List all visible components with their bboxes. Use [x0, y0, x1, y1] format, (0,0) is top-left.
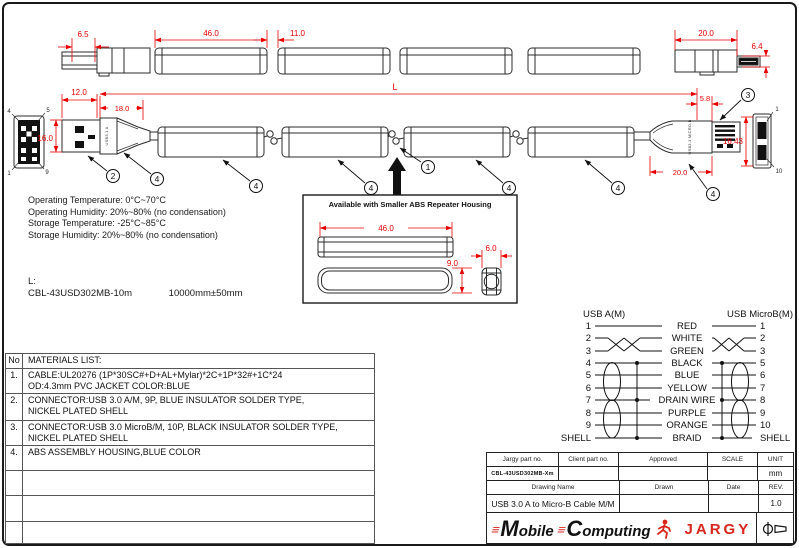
- approved-value: [619, 467, 708, 480]
- label-drawn: Drawn: [620, 481, 709, 494]
- svg-text:9: 9: [760, 408, 766, 419]
- dim-label: 12.0: [71, 88, 87, 97]
- svg-text:4: 4: [710, 189, 716, 199]
- svg-text:YELLOW: YELLOW: [667, 383, 707, 394]
- callout-4-seg4: [585, 160, 625, 195]
- dim-label: 16.0: [37, 134, 53, 143]
- svg-text:4: 4: [506, 183, 512, 193]
- svg-text:BLUE: BLUE: [674, 370, 700, 381]
- length-part-no: CBL-43USD302MB-10m: [28, 288, 133, 299]
- jargy-part-no-value: CBL-43USD302MB-Xm: [487, 467, 559, 480]
- repeater-box-title: Available with Smaller ABS Repeater Housing: [328, 200, 492, 209]
- svg-text:4: 4: [154, 174, 160, 184]
- brand-jargy: JARGY: [684, 520, 752, 538]
- row-no: 4.: [6, 446, 23, 470]
- client-part-no-value: [559, 467, 619, 480]
- svg-text:6: 6: [585, 383, 591, 394]
- svg-text:3: 3: [745, 90, 751, 100]
- dim-total-length-L: [100, 82, 697, 120]
- drawing-name-value: USB 3.0 A to Micro-B Cable M/M: [487, 495, 620, 512]
- dim-a-body-18: [100, 96, 143, 120]
- svg-text:ORANGE: ORANGE: [666, 420, 708, 431]
- svg-text:4: 4: [368, 183, 374, 193]
- svg-text:BLACK: BLACK: [671, 358, 703, 369]
- svg-text:3: 3: [585, 346, 591, 357]
- cable-housing-segments: [158, 127, 634, 157]
- dim-label: 18.0: [114, 104, 130, 113]
- speed-lines-icon: ≡: [555, 521, 568, 537]
- dim-a-tip-6-5: [58, 30, 109, 62]
- dim-label: 11.0: [290, 29, 305, 38]
- usb-a-plug-side-view: [62, 118, 158, 154]
- title-block: [486, 452, 794, 544]
- materials-row-3: [6, 421, 374, 446]
- projection-symbol-icon: [761, 521, 789, 537]
- svg-text:SHELL: SHELL: [760, 433, 791, 444]
- row-text: CONNECTOR:USB 3.0 MicroB/M, 10P, BLACK INSULATOR SOLDER TYPE,: [28, 422, 338, 432]
- materials-title: MATERIALS LIST:: [28, 355, 102, 365]
- svg-text:PURPLE: PURPLE: [667, 408, 707, 419]
- rev-value: 1.0: [770, 499, 782, 508]
- dim-label: 5.8: [699, 94, 711, 103]
- pin-label-4: 4: [7, 109, 11, 115]
- dim-label: 20.0: [698, 29, 714, 38]
- dim-micro-overmold-20: [650, 156, 712, 177]
- svg-text:2: 2: [760, 333, 766, 344]
- row-text: NICKEL PLATED SHELL: [28, 433, 129, 443]
- dim-label: 6.5: [77, 30, 89, 39]
- scale-value: [708, 467, 758, 480]
- pin-label-5: 5: [46, 108, 50, 114]
- materials-row-2: [6, 394, 374, 421]
- svg-text:2: 2: [110, 171, 116, 181]
- svg-text:1: 1: [760, 321, 766, 332]
- svg-text:3: 3: [760, 346, 766, 357]
- materials-empty-row: [6, 496, 374, 522]
- svg-text:5: 5: [585, 370, 591, 381]
- svg-text:10: 10: [760, 420, 771, 431]
- note-line: Storage Humidity: 20%~80% (no condensation): [28, 229, 218, 240]
- callout-4-taper: [124, 153, 164, 186]
- label-date: Date: [709, 481, 759, 494]
- svg-text:6: 6: [760, 370, 766, 381]
- pin-label-1: 1: [7, 171, 11, 177]
- svg-text:7: 7: [760, 383, 766, 394]
- row-no: 2.: [6, 394, 23, 420]
- wiring-left-header: USB A(M): [583, 309, 626, 320]
- svg-text:7: 7: [585, 395, 591, 406]
- micro-b-front-view: [753, 107, 783, 175]
- svg-text:GREEN: GREEN: [670, 346, 704, 357]
- dim-label: 46.0: [378, 224, 394, 233]
- svg-text:RED: RED: [676, 321, 698, 332]
- label-scale: SCALE: [708, 453, 758, 466]
- micro-b-top-view: [675, 50, 760, 75]
- materials-header-row: [6, 354, 374, 369]
- svg-text:BRAID: BRAID: [672, 433, 702, 444]
- dim-gap-11: [253, 29, 306, 48]
- callout-4-seg2: [338, 160, 378, 195]
- callout-3: [720, 89, 755, 121]
- dim-label: 6.0: [485, 244, 497, 253]
- dim-label: 16.43: [722, 137, 743, 146]
- date-value: [709, 495, 759, 512]
- callout-4-micro: [689, 164, 720, 201]
- environment-notes: [28, 195, 226, 241]
- pin-label-9: 9: [45, 170, 49, 176]
- svg-text:4: 4: [615, 183, 621, 193]
- label-client-part-no: Client part no.: [559, 453, 619, 466]
- svg-text:4: 4: [585, 358, 591, 369]
- dim-label: 9.0: [446, 259, 458, 268]
- repeater-housing-box: [303, 195, 517, 303]
- materials-empty-row: [6, 522, 374, 543]
- svg-text:1: 1: [585, 321, 591, 332]
- label-rev: REV.: [768, 484, 784, 491]
- label-jargy-part-no: Jargy part no.: [487, 453, 559, 466]
- label-unit: UNIT: [767, 456, 784, 463]
- length-spec: [28, 276, 243, 300]
- svg-text:8: 8: [760, 395, 766, 406]
- row-no: 1.: [6, 369, 23, 393]
- row-text: CABLE:UL20276 (1P*30SC#+D+AL+Mylar)*2C+1P*32#+1C*24: [28, 370, 283, 380]
- label-drawing-name: Drawing Name: [487, 481, 620, 494]
- svg-text:WHITE: WHITE: [671, 333, 703, 344]
- svg-text:4: 4: [253, 181, 259, 191]
- callout-1: [400, 148, 435, 174]
- note-line: Operating Humidity: 20%~80% (no condensation): [28, 206, 226, 217]
- materials-row-4: [6, 446, 374, 471]
- dim-label: 20.0: [672, 168, 688, 177]
- svg-text:SHELL: SHELL: [560, 433, 591, 444]
- wiring-rows: [561, 321, 790, 444]
- callout-4-seg3: [476, 160, 516, 195]
- dim-a-shell-12: [62, 88, 97, 118]
- svg-text:8: 8: [585, 408, 591, 419]
- callout-2: [88, 156, 120, 183]
- unit-value: mm: [768, 469, 783, 478]
- brand-word-mobile: Mobile: [500, 516, 554, 541]
- svg-text:2: 2: [585, 333, 591, 344]
- micro-pin-1: 1: [775, 107, 779, 113]
- brand-word-computing: Computing: [566, 516, 651, 541]
- drawn-value: [620, 495, 709, 512]
- brand-logos: [487, 513, 757, 545]
- materials-table: [5, 353, 375, 544]
- usb-a-connector-label: USB3.1 A: [104, 126, 109, 146]
- dim-label: L: [392, 82, 398, 92]
- length-tolerance: 10000mm±50mm: [168, 288, 243, 299]
- svg-text:1: 1: [425, 162, 431, 172]
- materials-no-header: No: [6, 354, 23, 368]
- speed-lines-icon: ≡: [489, 521, 502, 537]
- row-no: 3.: [6, 421, 23, 445]
- materials-empty-row: [6, 471, 374, 496]
- repeater-pointer-arrow: [388, 157, 406, 196]
- usb-a-top-view: [62, 48, 150, 76]
- svg-text:9: 9: [585, 420, 591, 431]
- dim-label: 46.0: [203, 29, 219, 38]
- micro-pin-10: 10: [775, 169, 783, 175]
- micro-b-connector-label: USB3.1 MICRO-B: [687, 119, 692, 155]
- callout-4-seg1: [223, 160, 263, 193]
- materials-row-1: [6, 369, 374, 394]
- length-label: L:: [28, 276, 36, 287]
- note-line: Operating Temperature: 0°C~70°C: [28, 195, 166, 205]
- wiring-right-header: USB MicroB(M): [727, 309, 793, 320]
- wiring-diagram: [561, 309, 793, 444]
- dim-housing-46: [155, 29, 267, 48]
- label-approved: Approved: [619, 453, 708, 466]
- row-text: NICKEL PLATED SHELL: [28, 406, 129, 416]
- dim-a-height-16: [37, 120, 62, 152]
- row-text: OD:4.3mm PVC JACKET COLOR:BLUE: [28, 381, 190, 391]
- dim-micro-top-20: [675, 29, 737, 56]
- row-text: CONNECTOR:USB 3.0 A/M, 9P, BLUE INSULATOR SOLDER TYPE,: [28, 395, 305, 405]
- note-line: Storage Temperature: -25°C~85°C: [28, 218, 166, 228]
- projection-symbol-cell: [757, 513, 793, 545]
- dim-micro-height-16-43: [723, 117, 753, 166]
- dim-micro-tip-5-8: [686, 94, 723, 121]
- running-man-icon: [655, 519, 671, 539]
- dim-label: 6.4: [751, 42, 763, 51]
- svg-text:DRAIN WIRE: DRAIN WIRE: [658, 395, 716, 406]
- svg-text:5: 5: [760, 358, 766, 369]
- housing-top-views: [155, 48, 640, 74]
- row-text: ABS ASSEMBLY HOUSING,BLUE COLOR: [28, 447, 201, 457]
